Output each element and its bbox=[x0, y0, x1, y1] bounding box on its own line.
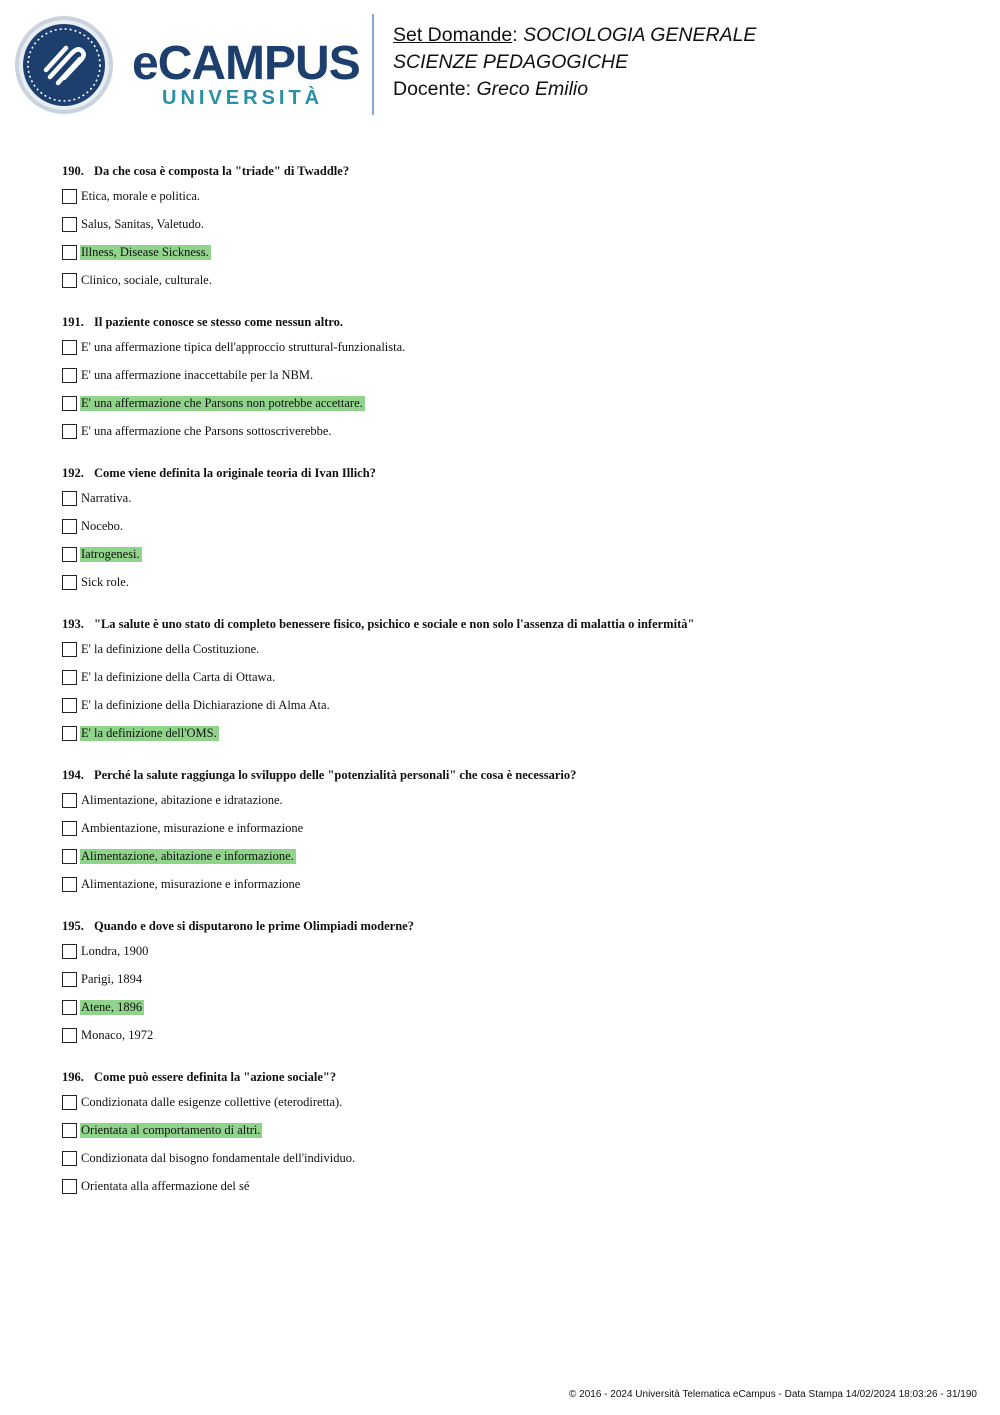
question-title bbox=[62, 917, 962, 935]
answer-label: E' una affermazione che Parsons sottoscriverebbe. bbox=[81, 424, 332, 438]
answer-label-correct: Iatrogenesi. bbox=[81, 547, 140, 561]
question-text: Come viene definita la originale teoria di Ivan Illich? bbox=[94, 466, 376, 480]
question-title bbox=[62, 162, 962, 180]
answer-label: Monaco, 1972 bbox=[81, 1028, 154, 1042]
course-name: SOCIOLOGIA GENERALE bbox=[523, 24, 757, 46]
answer-label: E' una affermazione tipica dell'approccio struttural-funzionalista. bbox=[81, 340, 406, 354]
answer-checkbox[interactable] bbox=[62, 368, 77, 383]
answer-option[interactable] bbox=[62, 1095, 962, 1123]
question-title bbox=[62, 766, 962, 784]
answer-option[interactable] bbox=[62, 396, 962, 424]
answer-checkbox[interactable] bbox=[62, 340, 77, 355]
answer-label: Clinico, sociale, culturale. bbox=[81, 273, 212, 287]
question-title bbox=[62, 1068, 962, 1086]
header-info bbox=[393, 22, 756, 103]
answer-option[interactable] bbox=[62, 670, 962, 698]
answer-label: Narrativa. bbox=[81, 491, 132, 505]
answer-label-correct: Orientata al comportamento di altri. bbox=[81, 1123, 261, 1137]
answer-checkbox[interactable] bbox=[62, 726, 77, 741]
question-block bbox=[62, 615, 962, 766]
question-block bbox=[62, 1068, 962, 1219]
answer-label-correct: E' una affermazione che Parsons non potrebbe accettare. bbox=[81, 396, 363, 410]
page-footer: © 2016 - 2024 Università Telematica eCampus - Data Stampa 14/02/2024 18:03:26 - 31/190 bbox=[569, 1389, 977, 1400]
answer-label: Condizionata dal bisogno fondamentale dell'individuo. bbox=[81, 1151, 356, 1165]
answer-option[interactable] bbox=[62, 726, 962, 754]
answer-option[interactable] bbox=[62, 642, 962, 670]
question-number: 195. bbox=[62, 919, 84, 933]
answer-label-correct: Alimentazione, abitazione e informazione. bbox=[81, 849, 294, 863]
answer-option[interactable] bbox=[62, 519, 962, 547]
answer-option[interactable] bbox=[62, 1028, 962, 1056]
logo-wordmark: eCAMPUS bbox=[132, 37, 360, 90]
answer-option[interactable] bbox=[62, 217, 962, 245]
answer-option[interactable] bbox=[62, 1000, 962, 1028]
answer-option[interactable] bbox=[62, 793, 962, 821]
answer-option[interactable] bbox=[62, 189, 962, 217]
answer-label: Alimentazione, abitazione e idratazione. bbox=[81, 793, 283, 807]
question-text: "La salute è uno stato di completo benessere fisico, psichico e sociale e non solo l'assenza di malattia o infermità" bbox=[94, 617, 695, 631]
answer-option[interactable] bbox=[62, 821, 962, 849]
answer-option[interactable] bbox=[62, 424, 962, 452]
answer-checkbox[interactable] bbox=[62, 1095, 77, 1110]
question-block bbox=[62, 766, 962, 917]
answer-label: Salus, Sanitas, Valetudo. bbox=[81, 217, 205, 231]
answer-checkbox[interactable] bbox=[62, 849, 77, 864]
teacher-name: Greco Emilio bbox=[476, 78, 589, 100]
answer-label: Parigi, 1894 bbox=[81, 972, 143, 986]
answer-checkbox[interactable] bbox=[62, 547, 77, 562]
question-title bbox=[62, 615, 962, 633]
answer-label: Londra, 1900 bbox=[81, 944, 149, 958]
answer-label: Alimentazione, misurazione e informazione bbox=[81, 877, 301, 891]
answer-label-correct: E' la definizione dell'OMS. bbox=[81, 726, 217, 740]
answer-checkbox[interactable] bbox=[62, 575, 77, 590]
question-text: Come può essere definita la "azione sociale"? bbox=[94, 1070, 337, 1084]
answer-label: E' la definizione della Costituzione. bbox=[81, 642, 260, 656]
question-number: 191. bbox=[62, 315, 84, 329]
teacher-line bbox=[393, 76, 756, 103]
question-block bbox=[62, 917, 962, 1068]
answer-label: E' la definizione della Dichiarazione di Alma Ata. bbox=[81, 698, 330, 712]
answer-checkbox[interactable] bbox=[62, 245, 77, 260]
answer-checkbox[interactable] bbox=[62, 396, 77, 411]
question-text: Perché la salute raggiunga lo sviluppo delle "potenzialità personali" che cosa è necessario? bbox=[94, 768, 577, 782]
answer-label: Nocebo. bbox=[81, 519, 123, 533]
set-separator: : bbox=[512, 24, 524, 46]
ecampus-emblem-icon bbox=[14, 15, 114, 115]
answer-checkbox[interactable] bbox=[62, 1028, 77, 1043]
answer-option[interactable] bbox=[62, 1123, 962, 1151]
answer-checkbox[interactable] bbox=[62, 273, 77, 288]
question-title bbox=[62, 464, 962, 482]
question-block bbox=[62, 162, 962, 313]
page-header bbox=[0, 0, 1000, 130]
answer-checkbox[interactable] bbox=[62, 972, 77, 987]
answer-checkbox[interactable] bbox=[62, 642, 77, 657]
question-text: Da che cosa è composta la "triade" di Twaddle? bbox=[94, 164, 350, 178]
question-number: 196. bbox=[62, 1070, 84, 1084]
answer-checkbox[interactable] bbox=[62, 217, 77, 232]
answer-option[interactable] bbox=[62, 368, 962, 396]
answer-option[interactable] bbox=[62, 849, 962, 877]
answer-checkbox[interactable] bbox=[62, 821, 77, 836]
answer-option[interactable] bbox=[62, 575, 962, 603]
answer-label: Ambientazione, misurazione e informazione bbox=[81, 821, 304, 835]
answer-label: E' la definizione della Carta di Ottawa. bbox=[81, 670, 276, 684]
program-name: SCIENZE PEDAGOGICHE bbox=[393, 51, 629, 73]
answer-checkbox[interactable] bbox=[62, 1179, 77, 1194]
answer-option[interactable] bbox=[62, 1151, 962, 1179]
answer-label: E' una affermazione inaccettabile per la NBM. bbox=[81, 368, 314, 382]
question-number: 192. bbox=[62, 466, 84, 480]
answer-label: Etica, morale e politica. bbox=[81, 189, 201, 203]
answer-checkbox[interactable] bbox=[62, 1123, 77, 1138]
answer-checkbox[interactable] bbox=[62, 1151, 77, 1166]
answer-label: Condizionata dalle esigenze collettive (eterodiretta). bbox=[81, 1095, 343, 1109]
answer-option[interactable] bbox=[62, 273, 962, 301]
answer-option[interactable] bbox=[62, 547, 962, 575]
answer-option[interactable] bbox=[62, 877, 962, 905]
question-title bbox=[62, 313, 962, 331]
question-number: 193. bbox=[62, 617, 84, 631]
answer-label-correct: Atene, 1896 bbox=[81, 1000, 143, 1014]
question-block bbox=[62, 464, 962, 615]
answer-label: Orientata alla affermazione del sé bbox=[81, 1179, 250, 1193]
answer-checkbox[interactable] bbox=[62, 491, 77, 506]
header-divider bbox=[372, 14, 374, 115]
teacher-label: Docente: bbox=[393, 78, 477, 100]
answer-checkbox[interactable] bbox=[62, 1000, 77, 1015]
answer-option[interactable] bbox=[62, 340, 962, 368]
question-number: 190. bbox=[62, 164, 84, 178]
answer-label-correct: Illness, Disease Sickness. bbox=[81, 245, 209, 259]
answer-checkbox[interactable] bbox=[62, 793, 77, 808]
answer-checkbox[interactable] bbox=[62, 877, 77, 892]
question-list bbox=[62, 162, 962, 1219]
question-text: Il paziente conosce se stesso come nessun altro. bbox=[94, 315, 344, 329]
answer-option[interactable] bbox=[62, 245, 962, 273]
answer-checkbox[interactable] bbox=[62, 424, 77, 439]
answer-option[interactable] bbox=[62, 698, 962, 726]
question-text: Quando e dove si disputarono le prime Olimpiadi moderne? bbox=[94, 919, 414, 933]
answer-option[interactable] bbox=[62, 1179, 962, 1207]
answer-checkbox[interactable] bbox=[62, 944, 77, 959]
question-number: 194. bbox=[62, 768, 84, 782]
course-line bbox=[393, 22, 756, 49]
answer-option[interactable] bbox=[62, 944, 962, 972]
answer-checkbox[interactable] bbox=[62, 698, 77, 713]
answer-checkbox[interactable] bbox=[62, 670, 77, 685]
answer-label: Sick role. bbox=[81, 575, 129, 589]
question-block bbox=[62, 313, 962, 464]
answer-option[interactable] bbox=[62, 972, 962, 1000]
set-label: Set Domande bbox=[393, 24, 513, 46]
logo-subtitle: UNIVERSITÀ bbox=[162, 87, 324, 109]
answer-checkbox[interactable] bbox=[62, 519, 77, 534]
answer-option[interactable] bbox=[62, 491, 962, 519]
answer-checkbox[interactable] bbox=[62, 189, 77, 204]
